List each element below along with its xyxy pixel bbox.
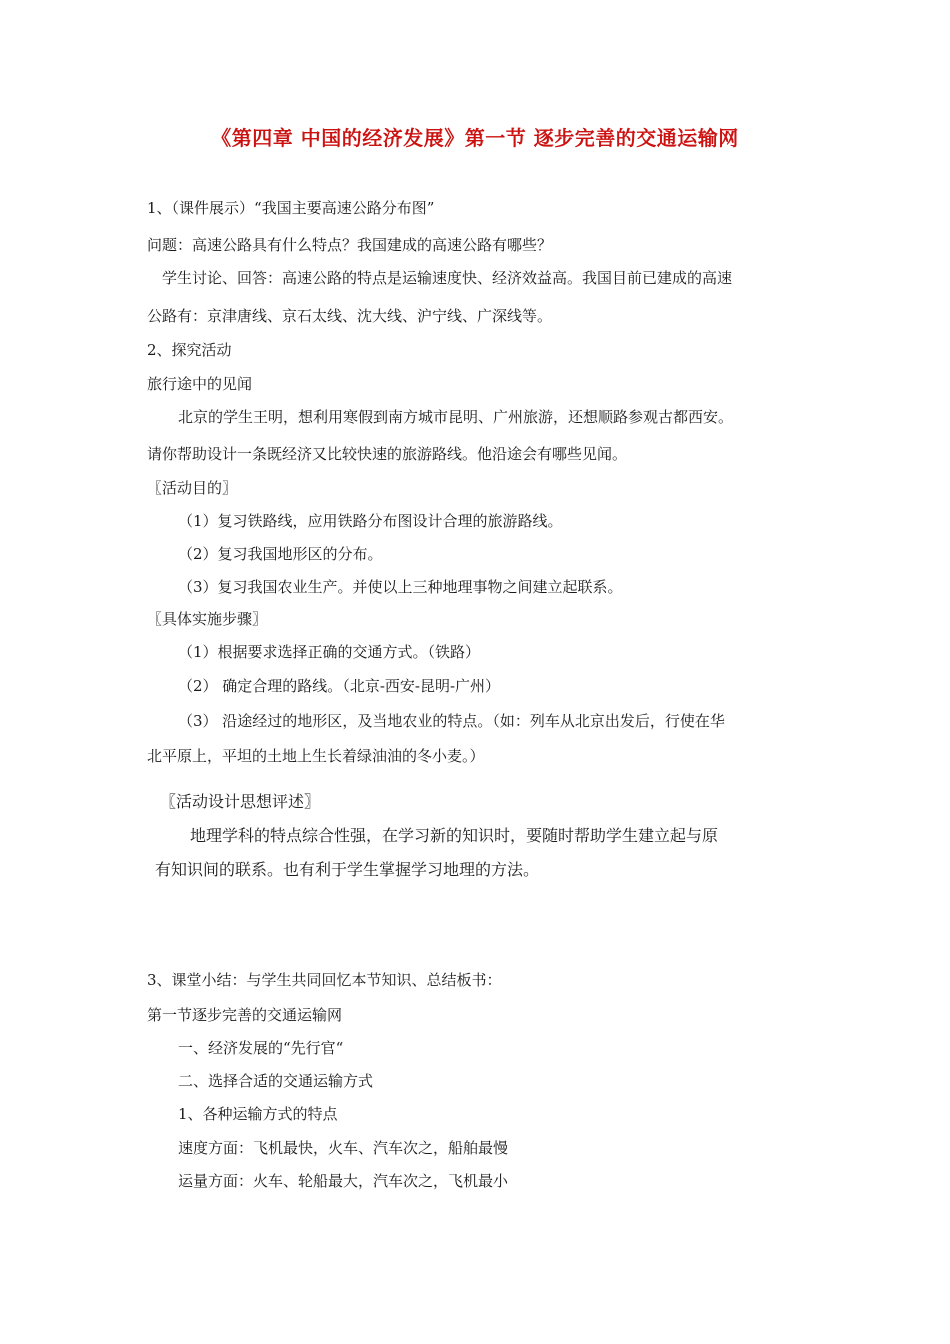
text-line-step-2: （2） 确定合理的路线。（北京-西安-昆明-广州） [178,677,501,695]
text-line-purpose-2: （2）复习我国地形区的分布。 [178,545,383,563]
text-line-board-1: 一、经济发展的“先行官“ [178,1039,344,1057]
text-line-step-3: （3） 沿途经过的地形区，及当地农业的特点。（如：列车从北京出发后，行使在华 [178,712,725,730]
text-line-activity-heading: 2、探究活动 [147,341,232,359]
text-line-review-1: 地理学科的特点综合性强，在学习新的知识时，要随时帮助学生建立起与原 [190,826,719,845]
text-line-travel-heading: 旅行途中的见闻 [147,375,253,393]
text-line-capacity: 运量方面：火车、轮船最大，汽车次之，飞机最小 [178,1172,509,1190]
text-line-board-title: 第一节逐步完善的交通运输网 [147,1006,343,1024]
text-line-review-heading: 〖活动设计思想评述〗 [160,792,321,811]
text-line-request: 请你帮助设计一条既经济又比较快速的旅游路线。他沿途会有哪些见闻。 [147,445,628,463]
text-line-question: 问题：高速公路具有什么特点？我国建成的高速公路有哪些？ [147,236,553,254]
text-line-purpose-1: （1）复习铁路线，应用铁路分布图设计合理的旅游路线。 [178,512,563,530]
text-line-purpose-3: （3）复习我国农业生产。并使以上三种地理事物之间建立起联系。 [178,578,623,596]
text-line-speed: 速度方面：飞机最快，火车、汽车次之，船舶最慢 [178,1139,509,1157]
text-line-discussion: 学生讨论、回答：高速公路的特点是运输速度快、经济效益高。我国目前已建成的高速 [162,269,733,287]
text-line-board-2: 二、选择合适的交通运输方式 [178,1072,374,1090]
text-line-step-1: （1）根据要求选择正确的交通方式。（铁路） [178,643,481,661]
text-line-review-2: 有知识间的联系。也有利于学生掌握学习地理的方法。 [155,860,540,879]
text-line-q1: 1、（课件展示）“我国主要高速公路分布图” [147,199,435,217]
text-line-scenario: 北京的学生王明，想利用寒假到南方城市昆明、广州旅游，还想顺路参观古都西安。 [178,408,734,426]
text-line-step-3-cont: 北平原上，平坦的土地上生长着绿油油的冬小麦。） [147,747,485,765]
text-line-highways: 公路有：京津唐线、京石太线、沈大线、沪宁线、广深线等。 [147,307,553,325]
text-line-steps-heading: 〖具体实施步骤〗 [147,610,268,628]
text-line-board-2-1: 1、各种运输方式的特点 [178,1105,338,1123]
document-title: 《第四章 中国的经济发展》第一节 逐步完善的交通运输网 [211,126,739,150]
text-line-summary: 3、课堂小结：与学生共同回忆本节知识、总结板书： [147,971,502,989]
text-line-purpose-heading: 〖活动目的〗 [147,479,238,497]
